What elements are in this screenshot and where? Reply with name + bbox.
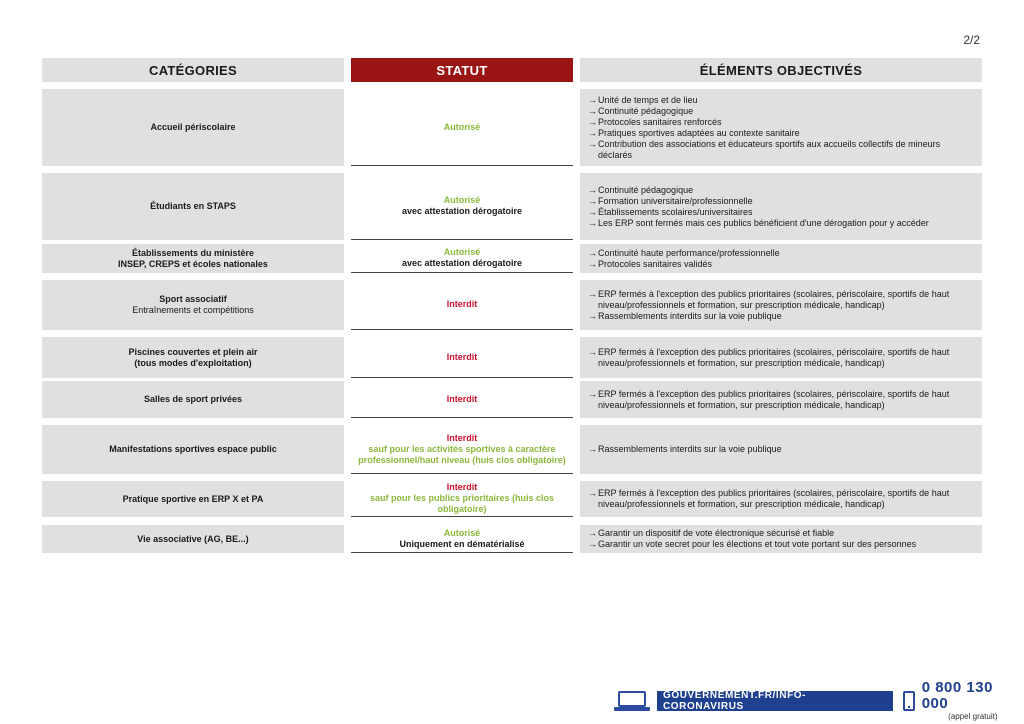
category-cell <box>42 481 344 517</box>
status-cell <box>351 244 573 273</box>
arrow-right-icon: → <box>588 444 597 454</box>
element-bullet <box>588 139 976 161</box>
elements-cell <box>580 525 982 553</box>
phone-number[interactable]: 0 800 130 000 <box>921 679 993 712</box>
element-bullet <box>588 528 976 539</box>
status-text: Interdit <box>446 299 478 309</box>
category-label: Pratique sportive en ERP X et PA <box>122 493 264 504</box>
element-bullet <box>588 389 976 411</box>
element-text: Les ERP sont fermés mais ces publics bénéficient d'une dérogation pour y accéder <box>598 217 929 228</box>
arrow-right-icon: → <box>588 94 597 105</box>
status-cell <box>351 337 573 378</box>
laptop-icon <box>614 691 650 711</box>
category-label: Sport associatif <box>159 294 227 304</box>
elements-cell <box>580 244 982 273</box>
element-text: ERP fermés à l'exception des publics prioritaires (scolaires, périscolaire, sportifs de haut niveau/professionnels et formation, sur prescription médicale, handicap) <box>598 488 950 509</box>
category-label: (tous modes d'exploitation) <box>134 357 252 368</box>
elements-cell <box>580 337 982 378</box>
category-cell <box>42 280 344 330</box>
elements-cell <box>580 481 982 517</box>
element-text: Rassemblements interdits sur la voie publique <box>598 444 782 454</box>
element-bullet <box>588 311 976 322</box>
status-cell <box>351 525 573 553</box>
arrow-right-icon: → <box>588 127 597 138</box>
status-text: sauf pour les activités sportives à caractère professionnel/haut niveau (huis clos obligatoire) <box>358 443 566 465</box>
arrow-right-icon: → <box>588 206 597 217</box>
element-bullet <box>588 289 976 311</box>
phone-note: (appel gratuit) <box>948 712 998 721</box>
element-bullet <box>588 444 976 455</box>
element-bullet <box>588 218 976 229</box>
category-label: Salles de sport privées <box>143 394 243 404</box>
category-label: Établissements du ministère <box>131 247 255 258</box>
arrow-right-icon: → <box>588 105 597 116</box>
government-url-link[interactable]: GOUVERNEMENT.FR/INFO-CORONAVIRUS <box>657 691 893 711</box>
element-bullet <box>588 196 976 207</box>
element-text: Contribution des associations et éducateurs sportifs aux accueils collectifs de mineurs déclarés <box>598 138 941 160</box>
table-row <box>42 89 982 166</box>
category-sublabel: Entraînements et compétitions <box>132 305 254 315</box>
category-label: Piscines couvertes et plein air <box>128 346 258 357</box>
element-text: ERP fermés à l'exception des publics prioritaires (scolaires, périscolaire, sportifs de haut niveau/professionnels et formation, sur prescription médicale, handicap) <box>598 288 950 310</box>
arrow-right-icon: → <box>588 184 597 195</box>
arrow-right-icon: → <box>588 288 597 299</box>
elements-cell <box>580 425 982 474</box>
element-text: Continuité pédagogique <box>598 184 694 195</box>
status-text: Interdit <box>446 393 478 404</box>
status-cell <box>351 425 573 474</box>
element-bullet <box>588 185 976 196</box>
category-cell <box>42 89 344 166</box>
elements-cell <box>580 280 982 330</box>
category-label: Manifestations sportives espace public <box>109 444 277 454</box>
status-text: Autorisé <box>443 195 481 205</box>
table-row <box>42 481 982 517</box>
table-row <box>42 425 982 474</box>
status-text: Autorisé <box>443 527 481 538</box>
status-text: Uniquement en dématérialisé <box>399 538 525 549</box>
element-bullet <box>588 95 976 106</box>
element-bullet <box>588 259 976 270</box>
element-text: ERP fermés à l'exception des publics prioritaires (scolaires, périscolaire, sportifs de haut niveau/professionnels et formation, sur prescription médicale, handicap) <box>598 346 950 368</box>
arrow-right-icon: → <box>588 116 597 127</box>
element-text: Rassemblements interdits sur la voie publique <box>598 310 782 321</box>
status-cell <box>351 173 573 240</box>
status-text: Interdit <box>446 432 478 443</box>
status-text: Interdit <box>446 482 478 492</box>
smartphone-icon <box>903 691 915 711</box>
elements-cell <box>580 381 982 418</box>
category-cell <box>42 525 344 553</box>
category-cell <box>42 425 344 474</box>
element-text: Continuité haute performance/professionnelle <box>598 247 780 258</box>
arrow-right-icon: → <box>588 247 597 258</box>
category-cell <box>42 173 344 240</box>
table-row <box>42 280 982 330</box>
table-row <box>42 337 982 378</box>
status-cell <box>351 89 573 166</box>
element-text: Continuité pédagogique <box>598 105 694 116</box>
element-bullet <box>588 347 976 369</box>
category-cell <box>42 337 344 378</box>
elements-cell <box>580 173 982 240</box>
table-row <box>42 381 982 418</box>
status-cell <box>351 280 573 330</box>
element-text: Protocoles sanitaires renforcés <box>598 116 722 127</box>
arrow-right-icon: → <box>588 310 597 321</box>
status-text: sauf pour les publics prioritaires (huis clos obligatoire) <box>369 493 555 514</box>
arrow-right-icon: → <box>588 138 597 149</box>
element-bullet <box>588 539 976 550</box>
element-bullet <box>588 488 976 510</box>
category-label: Étudiants en STAPS <box>150 201 236 211</box>
element-text: Garantir un vote secret pour les élections et tout vote portant sur des personnes <box>598 539 917 549</box>
element-bullet <box>588 106 976 117</box>
element-bullet <box>588 207 976 218</box>
element-text: Garantir un dispositif de vote électronique sécurisé et fiable <box>598 528 835 538</box>
category-cell <box>42 244 344 273</box>
header-elements: ÉLÉMENTS OBJECTIVÉS <box>580 58 982 82</box>
status-cell <box>351 481 573 517</box>
arrow-right-icon: → <box>588 388 597 399</box>
element-text: Protocoles sanitaires validés <box>598 258 713 269</box>
arrow-right-icon: → <box>588 258 597 269</box>
arrow-right-icon: → <box>588 488 597 498</box>
category-cell <box>42 381 344 418</box>
status-cell <box>351 381 573 418</box>
element-text: Établissements scolaires/universitaires <box>598 206 753 217</box>
element-text: Pratiques sportives adaptées au contexte sanitaire <box>598 127 800 138</box>
element-bullet <box>588 128 976 139</box>
header-status: STATUT <box>351 58 573 82</box>
category-label: Accueil périscolaire <box>150 122 236 132</box>
page-number: 2/2 <box>963 33 980 47</box>
arrow-right-icon: → <box>588 539 597 549</box>
status-text: avec attestation dérogatoire <box>401 258 523 268</box>
phone-info <box>922 680 1024 722</box>
arrow-right-icon: → <box>588 195 597 206</box>
arrow-right-icon: → <box>588 217 597 228</box>
elements-cell <box>580 89 982 166</box>
status-text: Autorisé <box>443 247 481 257</box>
arrow-right-icon: → <box>588 528 597 538</box>
table-row <box>42 244 982 273</box>
status-text: Autorisé <box>443 121 481 132</box>
category-label: INSEP, CREPS et écoles nationales <box>118 258 268 269</box>
arrow-right-icon: → <box>588 346 597 357</box>
footer <box>614 680 1024 722</box>
element-text: ERP fermés à l'exception des publics prioritaires (scolaires, périscolaire, sportifs de haut niveau/professionnels et formation, sur prescription médicale, handicap) <box>598 388 950 410</box>
element-bullet <box>588 117 976 128</box>
table-row <box>42 525 982 553</box>
table-row <box>42 173 982 240</box>
element-text: Unité de temps et de lieu <box>598 94 698 105</box>
header-categories: CATÉGORIES <box>42 58 344 82</box>
status-text: avec attestation dérogatoire <box>401 206 523 216</box>
status-text: Interdit <box>446 351 478 362</box>
element-text: Formation universitaire/professionnelle <box>598 195 753 206</box>
category-label: Vie associative (AG, BE...) <box>137 533 249 544</box>
element-bullet <box>588 248 976 259</box>
